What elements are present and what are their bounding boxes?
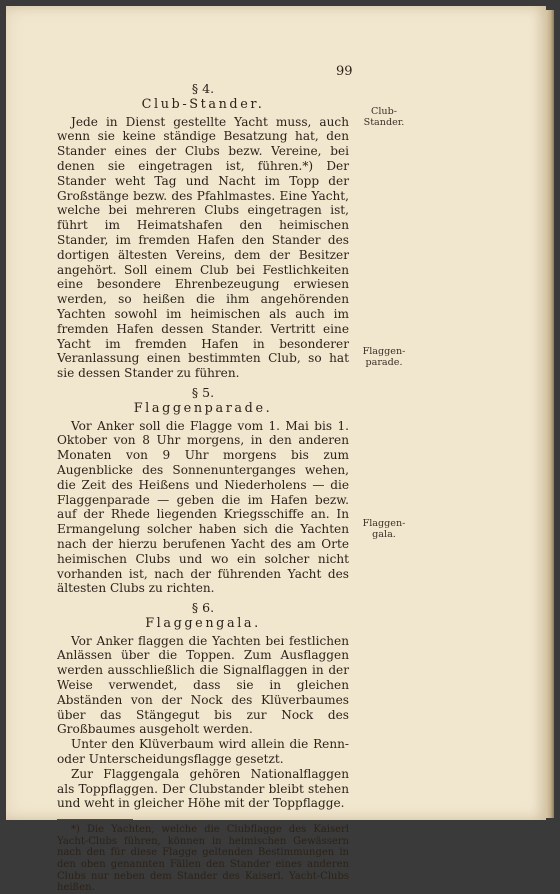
footnote: *) Die Yachten, welche die Clubflagge des Kaiserl Yacht-Clubs führen, können in heimischen Gewässern nach den für diese Flagge geltenden Bestimmungen in den oben genannten Fällen den Stander eines anderen Clubs nur neben dem Stander des Kaiserl. Yacht-Clubs heißen. — [57, 824, 349, 894]
paragraph: Zur Flaggengala gehören Nationalflaggen als Toppflaggen. Der Clubstander bleibt stehen und weht in gleicher Höhe mit der Toppflagge. — [57, 766, 349, 811]
paragraph: Unter den Klüverbaum wird allein die Renn- oder Unterscheidungsflagge gesetzt. — [57, 737, 349, 767]
margin-note: Flaggen- gala. — [362, 518, 406, 540]
page-number: 99 — [336, 64, 353, 79]
page-body — [57, 80, 349, 894]
paragraph: Vor Anker flaggen die Yachten bei festlichen Anlässen über die Toppen. Zum Ausflaggen werden ausschließlich die Signalflaggen in der Weise verwendet, dass sie in gleichen Abständen von der Nock des Klüverbaumes über das Stängegut bis zur Nock des Großbaumes ausgeholt werden. — [57, 633, 349, 737]
section-heading: Flaggengala. — [145, 615, 261, 631]
paragraph: Vor Anker soll die Flagge vom 1. Mai bis 1. Oktober von 8 Uhr morgens, in den anderen Monaten von 9 Uhr morgens bis zum Augenblicke des Sonnenunterganges wehen, die Zeit des Heißens und Niederholens — die Flaggenparade — geben die im Hafen bezw. auf der Rhede liegenden Kriegsschiffe an. In Ermangelung solcher haben sich die Yachten nach der hierzu berufenen Yacht des am Orte heimischen Clubs und wo ein solcher nicht vorhanden ist, nach der führenden Yacht des ältesten Clubs zu richten. — [57, 418, 349, 596]
section-heading: Flaggenparade. — [133, 400, 273, 416]
margin-note: Club- Stander. — [363, 106, 405, 128]
footnote-rule — [57, 819, 133, 820]
margin-note: Flaggen- parade. — [362, 346, 406, 368]
paragraph: Jede in Dienst gestellte Yacht muss, auch wenn sie keine ständige Besatzung hat, den Stander eines der Clubs bezw. Vereine, bei denen sie eingetragen ist, führen.*) Der Stander weht Tag und Nacht im Topp der Großstänge bezw. des Pfahlmastes. Eine Yacht, welche bei mehreren Clubs eingetragen ist, führt im Heimatshafen den heimischen Stander, im fremden Hafen den Stander des dortigen ältesten Vereins, dem der Besitzer angehört. Soll einem Club bei Festlichkeiten eine besondere Ehrenbezeugung erwiesen werden, so heißen die ihm angehörenden Yachten sowohl im heimischen als auch im fremden Hafen dessen Stander. Vertritt eine Yacht im fremden Hafen in besonderer Veranlassung einen bestimmten Club, so hat sie dessen Stander zu führen. — [57, 114, 349, 381]
section-number: § 6. — [191, 600, 215, 616]
section-heading: Club-Stander. — [141, 96, 265, 112]
section-number: § 5. — [191, 384, 215, 400]
page-edge — [546, 10, 554, 818]
section-number: § 4. — [191, 81, 215, 96]
